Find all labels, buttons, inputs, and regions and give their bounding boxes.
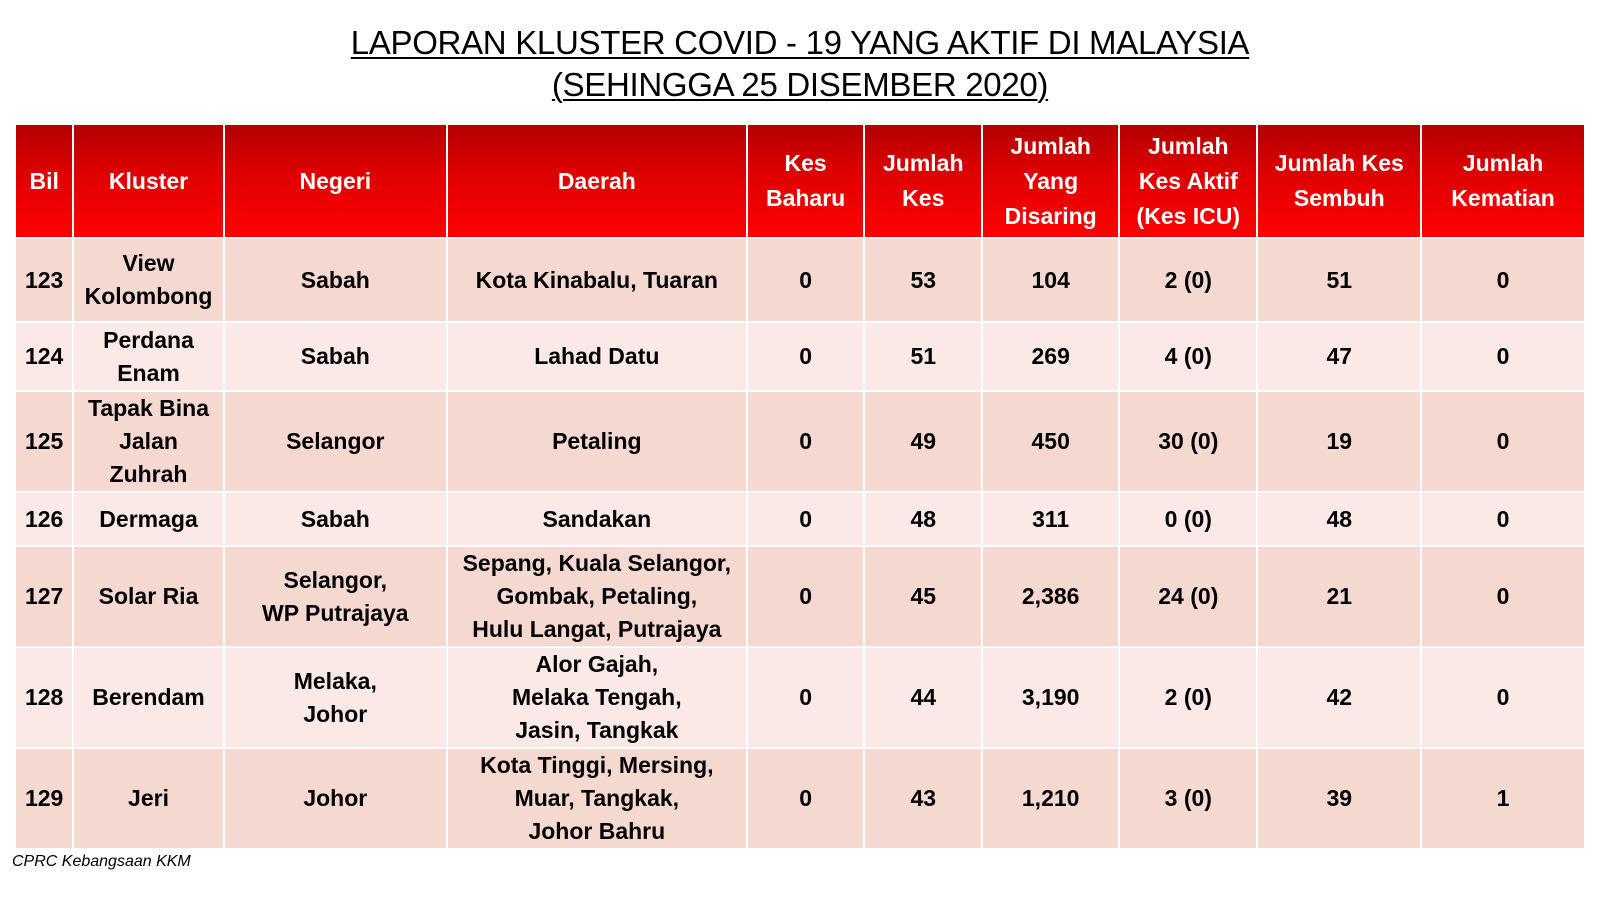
table-header-row [16, 125, 1584, 237]
kes-baharu-cell: 0 [748, 547, 864, 646]
report-title-line-2: (SEHINGGA 25 DISEMBER 2020) [551, 66, 1049, 103]
negeri-cell [225, 239, 446, 321]
kluster-cell-line: Kolombong [84, 283, 213, 309]
disaring-cell: 104 [983, 239, 1118, 321]
kes-aktif-cell: 2 (0) [1120, 239, 1256, 321]
bil-cell: 123 [16, 239, 72, 321]
kes-aktif-cell: 24 (0) [1120, 547, 1256, 646]
header-kluster: Kluster [74, 125, 222, 237]
jumlah-kes-cell: 53 [865, 239, 981, 321]
daerah-cell [448, 392, 746, 491]
negeri-cell-line: Sabah [300, 343, 370, 369]
daerah-cell-line: Sepang, Kuala Selangor, [462, 550, 732, 576]
daerah-cell [448, 239, 746, 321]
header-jumlah-kematian: Jumlah Kematian [1422, 125, 1584, 237]
negeri-cell-line: Sabah [300, 505, 370, 532]
disaring-cell: 2,386 [983, 547, 1118, 646]
disaring-cell: 3,190 [983, 648, 1118, 747]
kematian-cell: 0 [1422, 392, 1584, 491]
jumlah-kes-cell: 43 [865, 749, 981, 848]
daerah-cell [448, 323, 746, 390]
daerah-cell-line: Gombak, Petaling, [496, 583, 698, 609]
jumlah-kes-cell: 49 [865, 392, 981, 491]
table-body [16, 239, 1584, 848]
negeri-cell-line: WP Putrajaya [262, 599, 409, 626]
daerah-cell-line: Johor Bahru [528, 818, 666, 844]
table-row [16, 323, 1584, 390]
negeri-cell-line: Melaka, [293, 667, 377, 694]
daerah-cell [448, 493, 746, 545]
report-title-line-1: LAPORAN KLUSTER COVID - 19 YANG AKTIF DI MALAYSIA [350, 24, 1250, 61]
header-negeri: Negeri [225, 125, 446, 237]
table-row [16, 648, 1584, 747]
negeri-cell [225, 392, 446, 491]
kluster-cell [74, 648, 222, 747]
kluster-cell [74, 493, 222, 545]
kes-sembuh-cell: 42 [1258, 648, 1420, 747]
kematian-cell: 0 [1422, 239, 1584, 321]
negeri-cell-line: Selangor, [283, 566, 388, 593]
kematian-cell: 0 [1422, 493, 1584, 545]
report-title [0, 22, 1600, 106]
header-jumlah-kes-aktif: Jumlah Kes Aktif (Kes ICU) [1120, 125, 1256, 237]
bil-cell: 128 [16, 648, 72, 747]
negeri-cell [225, 493, 446, 545]
negeri-cell-line: Johor [303, 700, 368, 727]
table-row [16, 749, 1584, 848]
daerah-cell-line: Hulu Langat, Putrajaya [472, 616, 722, 642]
daerah-cell-line: Lahad Datu [534, 343, 660, 369]
kes-aktif-cell: 0 (0) [1120, 493, 1256, 545]
daerah-cell-line: Sandakan [542, 505, 652, 532]
daerah-cell [448, 648, 746, 747]
negeri-cell [225, 648, 446, 747]
kes-baharu-cell: 0 [748, 493, 864, 545]
kluster-cell [74, 239, 222, 321]
jumlah-kes-cell: 48 [865, 493, 981, 545]
jumlah-kes-cell: 44 [865, 648, 981, 747]
table-row [16, 493, 1584, 545]
negeri-cell-line: Selangor [286, 428, 385, 454]
kes-sembuh-cell: 19 [1258, 392, 1420, 491]
daerah-cell [448, 749, 746, 848]
disaring-cell: 269 [983, 323, 1118, 390]
negeri-cell [225, 749, 446, 848]
daerah-cell [448, 547, 746, 646]
daerah-cell-line: Alor Gajah, [535, 651, 659, 677]
kluster-cell [74, 547, 222, 646]
kes-aktif-cell: 3 (0) [1120, 749, 1256, 848]
kes-aktif-cell: 4 (0) [1120, 323, 1256, 390]
negeri-cell [225, 323, 446, 390]
kes-baharu-cell: 0 [748, 392, 864, 491]
daerah-cell-line: Kota Tinggi, Mersing, [480, 752, 714, 778]
negeri-cell [225, 547, 446, 646]
kluster-cell-line: View [122, 250, 175, 276]
bil-cell: 124 [16, 323, 72, 390]
disaring-cell: 450 [983, 392, 1118, 491]
kluster-cell-line: Enam [117, 359, 180, 386]
kes-aktif-cell: 2 (0) [1120, 648, 1256, 747]
daerah-cell-line: Kota Kinabalu, Tuaran [475, 266, 718, 293]
bil-cell: 125 [16, 392, 72, 491]
kluster-cell [74, 323, 222, 390]
kes-sembuh-cell: 51 [1258, 239, 1420, 321]
kluster-cell-line: Jalan [119, 428, 178, 454]
bil-cell: 126 [16, 493, 72, 545]
kematian-cell: 0 [1422, 648, 1584, 747]
header-jumlah-kes-sembuh: Jumlah Kes Sembuh [1258, 125, 1420, 237]
kes-sembuh-cell: 47 [1258, 323, 1420, 390]
kluster-cell-line: Perdana [103, 326, 194, 353]
kes-sembuh-cell: 39 [1258, 749, 1420, 848]
kluster-cell-line: Berendam [92, 684, 205, 710]
kluster-cell-line: Dermaga [99, 505, 198, 532]
table-row [16, 392, 1584, 491]
bil-cell: 127 [16, 547, 72, 646]
daerah-cell-line: Muar, Tangkak, [514, 785, 680, 811]
kes-aktif-cell: 30 (0) [1120, 392, 1256, 491]
daerah-cell-line: Melaka Tengah, [512, 684, 682, 710]
daerah-cell-line: Petaling [552, 428, 642, 454]
header-bil: Bil [16, 125, 72, 237]
kluster-cell [74, 392, 222, 491]
jumlah-kes-cell: 45 [865, 547, 981, 646]
header-jumlah-disaring: Jumlah Yang Disaring [983, 125, 1118, 237]
kes-baharu-cell: 0 [748, 323, 864, 390]
jumlah-kes-cell: 51 [865, 323, 981, 390]
source-note: CPRC Kebangsaan KKM [12, 853, 191, 870]
kluster-cell-line: Solar Ria [98, 583, 199, 609]
header-jumlah-kes: Jumlah Kes [865, 125, 981, 237]
table-row [16, 547, 1584, 646]
kluster-cell-line: Zuhrah [109, 461, 188, 487]
daerah-cell-line: Jasin, Tangkak [515, 717, 679, 743]
cluster-table [14, 123, 1586, 850]
kes-sembuh-cell: 21 [1258, 547, 1420, 646]
header-daerah: Daerah [448, 125, 746, 237]
kes-baharu-cell: 0 [748, 749, 864, 848]
disaring-cell: 311 [983, 493, 1118, 545]
negeri-cell-line: Sabah [300, 266, 370, 293]
header-kes-baharu: Kes Baharu [748, 125, 864, 237]
bil-cell: 129 [16, 749, 72, 848]
kematian-cell: 0 [1422, 323, 1584, 390]
kes-sembuh-cell: 48 [1258, 493, 1420, 545]
kluster-cell [74, 749, 222, 848]
kematian-cell: 1 [1422, 749, 1584, 848]
disaring-cell: 1,210 [983, 749, 1118, 848]
table-row [16, 239, 1584, 321]
kluster-cell-line: Jeri [128, 785, 169, 811]
kes-baharu-cell: 0 [748, 648, 864, 747]
kluster-cell-line: Tapak Bina [88, 395, 210, 421]
kematian-cell: 0 [1422, 547, 1584, 646]
negeri-cell-line: Johor [303, 785, 368, 811]
kes-baharu-cell: 0 [748, 239, 864, 321]
